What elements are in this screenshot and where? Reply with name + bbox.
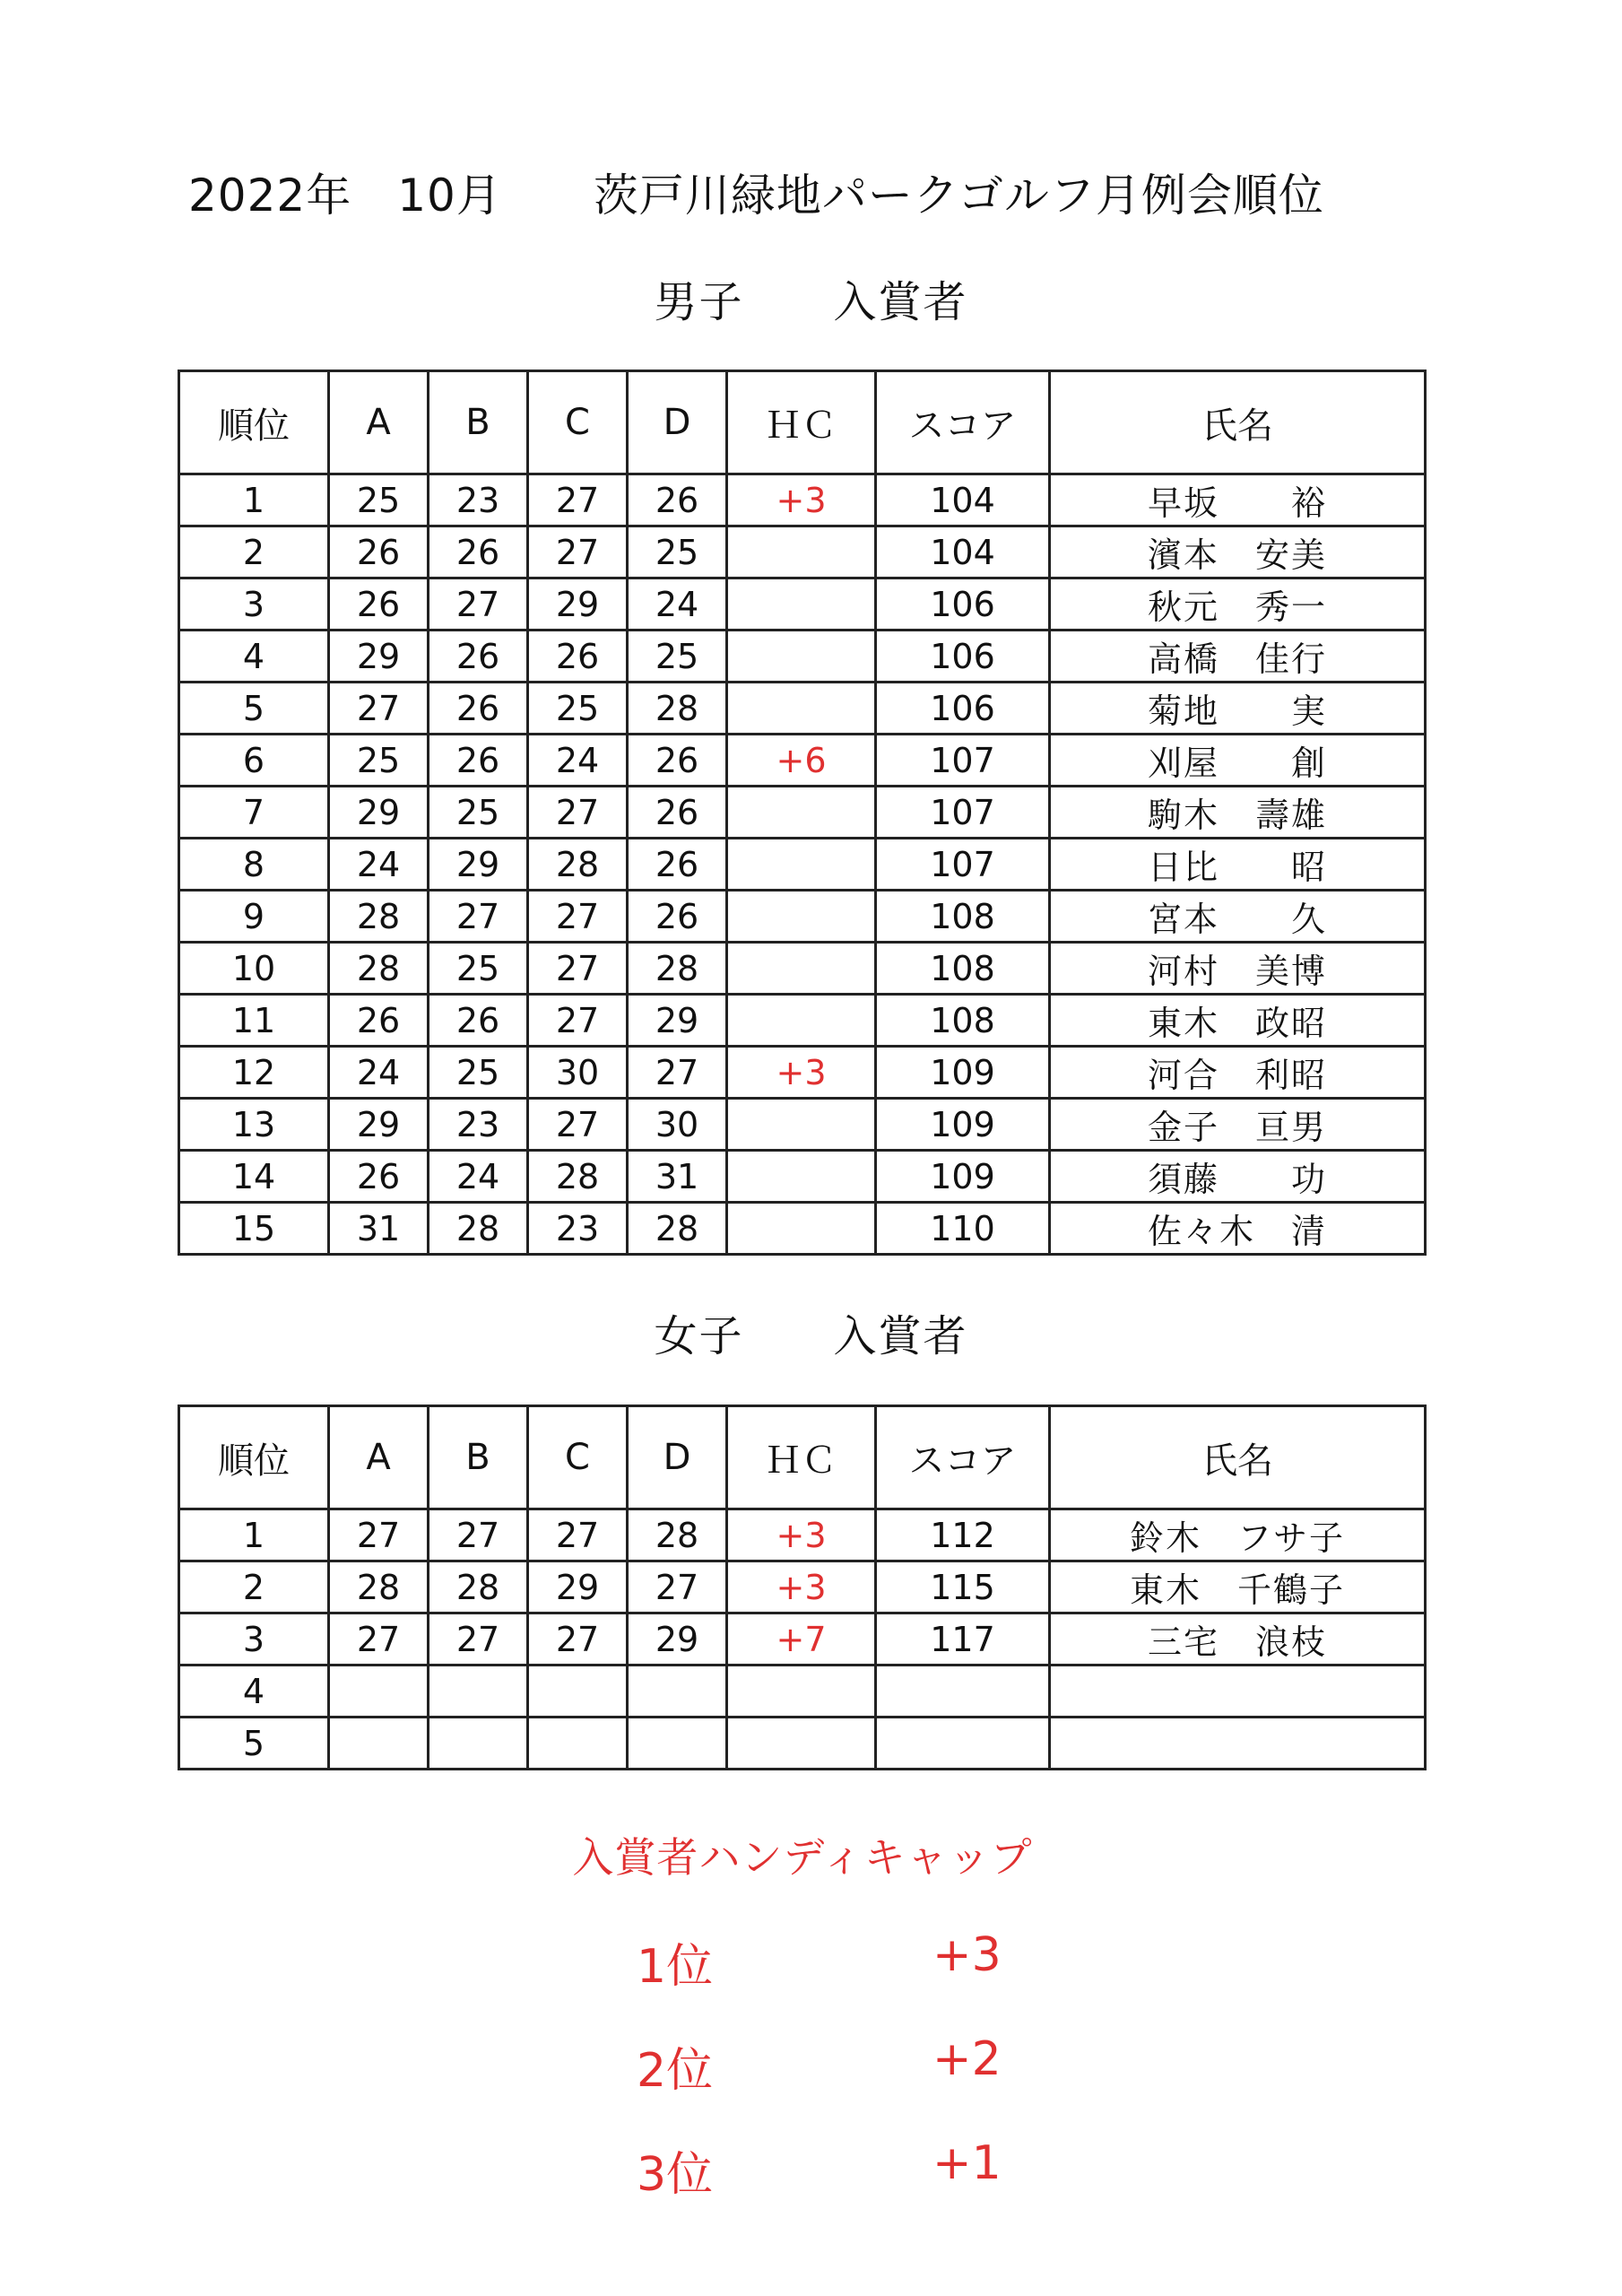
cell-hole-a: 26 (329, 526, 429, 578)
cell-hole-d: 26 (628, 735, 727, 787)
table-row (179, 891, 1426, 943)
column-header-hc: ＨＣ (727, 1406, 876, 1509)
cell-hole-a: 29 (329, 787, 429, 839)
cell-player-name: 早坂 裕 (1050, 474, 1426, 526)
cell-rank: 3 (179, 578, 329, 631)
cell-score (876, 1665, 1050, 1718)
cell-hole-c: 30 (528, 1047, 628, 1099)
cell-rank: 11 (179, 995, 329, 1047)
cell-hole-a: 26 (329, 578, 429, 631)
cell-hole-b (429, 1665, 528, 1718)
cell-handicap: +3 (727, 1509, 876, 1561)
cell-hole-c: 29 (528, 1561, 628, 1613)
cell-score: 108 (876, 943, 1050, 995)
cell-score: 109 (876, 1047, 1050, 1099)
cell-rank: 1 (179, 1509, 329, 1561)
cell-hole-a: 24 (329, 1047, 429, 1099)
handicap-place: 2位 (637, 2044, 714, 2098)
cell-handicap (727, 891, 876, 943)
cell-rank: 15 (179, 1203, 329, 1255)
women-results-table (178, 1405, 1427, 1770)
cell-hole-a: 29 (329, 1099, 429, 1151)
cell-rank: 7 (179, 787, 329, 839)
cell-hole-d: 27 (628, 1561, 727, 1613)
cell-handicap (727, 1203, 876, 1255)
cell-hole-d: 29 (628, 1613, 727, 1665)
cell-rank: 4 (179, 631, 329, 683)
cell-handicap (727, 1718, 876, 1770)
column-header-c: C (528, 371, 628, 474)
cell-hole-b: 26 (429, 683, 528, 735)
column-header-d: D (628, 371, 727, 474)
cell-handicap (727, 683, 876, 735)
women-section-heading: 女子 入賞者 (654, 1311, 968, 1361)
cell-rank: 2 (179, 1561, 329, 1613)
column-header-name: 氏名 (1050, 1406, 1426, 1509)
column-header-d: D (628, 1406, 727, 1509)
cell-hole-a: 28 (329, 891, 429, 943)
cell-rank: 13 (179, 1099, 329, 1151)
cell-handicap (727, 995, 876, 1047)
cell-score: 107 (876, 735, 1050, 787)
cell-rank: 14 (179, 1151, 329, 1203)
handicap-value: +1 (932, 2136, 1002, 2190)
cell-score: 104 (876, 526, 1050, 578)
cell-hole-b: 25 (429, 1047, 528, 1099)
cell-handicap: +7 (727, 1613, 876, 1665)
cell-score (876, 1718, 1050, 1770)
cell-hole-c: 27 (528, 526, 628, 578)
cell-hole-b: 23 (429, 474, 528, 526)
table-row (179, 683, 1426, 735)
column-header-b: B (429, 371, 528, 474)
cell-handicap (727, 526, 876, 578)
cell-score: 110 (876, 1203, 1050, 1255)
column-header-name: 氏名 (1050, 371, 1426, 474)
cell-player-name: 日比 昭 (1050, 839, 1426, 891)
cell-handicap: +3 (727, 1047, 876, 1099)
cell-handicap: +6 (727, 735, 876, 787)
cell-rank: 8 (179, 839, 329, 891)
cell-hole-a: 29 (329, 631, 429, 683)
handicap-place: 1位 (637, 1940, 714, 1994)
cell-hole-b: 26 (429, 995, 528, 1047)
cell-hole-d: 28 (628, 1509, 727, 1561)
cell-handicap (727, 1151, 876, 1203)
table-row (179, 995, 1426, 1047)
cell-rank: 1 (179, 474, 329, 526)
cell-hole-b: 26 (429, 631, 528, 683)
cell-hole-c: 26 (528, 631, 628, 683)
handicap-row (0, 1928, 1622, 1994)
cell-hole-d: 26 (628, 474, 727, 526)
cell-rank: 5 (179, 683, 329, 735)
cell-score: 117 (876, 1613, 1050, 1665)
column-header-a: A (329, 1406, 429, 1509)
cell-handicap (727, 1099, 876, 1151)
cell-hole-d (628, 1718, 727, 1770)
cell-rank: 12 (179, 1047, 329, 1099)
cell-hole-a: 25 (329, 474, 429, 526)
cell-hole-c (528, 1718, 628, 1770)
cell-hole-d: 26 (628, 839, 727, 891)
table-header-row (179, 1406, 1426, 1509)
cell-score: 109 (876, 1151, 1050, 1203)
cell-hole-d: 25 (628, 526, 727, 578)
cell-rank: 4 (179, 1665, 329, 1718)
cell-player-name: 菊地 実 (1050, 683, 1426, 735)
cell-hole-c: 29 (528, 578, 628, 631)
column-header-score: スコア (876, 1406, 1050, 1509)
table-row (179, 1718, 1426, 1770)
cell-hole-d: 27 (628, 1047, 727, 1099)
table-row (179, 631, 1426, 683)
cell-hole-d: 25 (628, 631, 727, 683)
table-row (179, 1203, 1426, 1255)
cell-hole-b: 28 (429, 1561, 528, 1613)
cell-hole-b: 26 (429, 735, 528, 787)
cell-player-name: 刈屋 創 (1050, 735, 1426, 787)
cell-handicap (727, 787, 876, 839)
cell-hole-b: 28 (429, 1203, 528, 1255)
table-row (179, 839, 1426, 891)
handicap-row (0, 2136, 1622, 2202)
women-table-body (179, 1509, 1426, 1770)
cell-hole-a: 26 (329, 1151, 429, 1203)
cell-player-name: 河村 美博 (1050, 943, 1426, 995)
cell-hole-a: 27 (329, 1613, 429, 1665)
cell-hole-c (528, 1665, 628, 1718)
cell-rank: 10 (179, 943, 329, 995)
table-row (179, 943, 1426, 995)
cell-score: 108 (876, 995, 1050, 1047)
handicap-value: +3 (932, 1928, 1002, 1982)
cell-player-name (1050, 1665, 1426, 1718)
cell-score: 104 (876, 474, 1050, 526)
table-row (179, 1151, 1426, 1203)
cell-handicap: +3 (727, 1561, 876, 1613)
cell-player-name: 駒木 壽雄 (1050, 787, 1426, 839)
cell-hole-d: 26 (628, 891, 727, 943)
cell-hole-c: 24 (528, 735, 628, 787)
table-row (179, 1561, 1426, 1613)
cell-hole-b (429, 1718, 528, 1770)
cell-player-name: 東木 千鶴子 (1050, 1561, 1426, 1613)
cell-hole-d: 30 (628, 1099, 727, 1151)
cell-hole-c: 27 (528, 995, 628, 1047)
cell-player-name: 濱本 安美 (1050, 526, 1426, 578)
cell-player-name: 東木 政昭 (1050, 995, 1426, 1047)
cell-player-name: 金子 亘男 (1050, 1099, 1426, 1151)
handicap-value: +2 (932, 2032, 1002, 2086)
cell-hole-b: 27 (429, 891, 528, 943)
cell-hole-b: 24 (429, 1151, 528, 1203)
cell-handicap (727, 578, 876, 631)
handicap-place: 3位 (637, 2148, 714, 2202)
cell-score: 107 (876, 787, 1050, 839)
cell-score: 106 (876, 631, 1050, 683)
cell-player-name: 高橋 佳行 (1050, 631, 1426, 683)
column-header-b: B (429, 1406, 528, 1509)
table-row (179, 1613, 1426, 1665)
men-results-table (178, 370, 1427, 1256)
cell-hole-b: 29 (429, 839, 528, 891)
cell-hole-a: 27 (329, 683, 429, 735)
cell-hole-a: 31 (329, 1203, 429, 1255)
cell-hole-c: 28 (528, 1151, 628, 1203)
table-row (179, 735, 1426, 787)
cell-player-name: 須藤 功 (1050, 1151, 1426, 1203)
cell-score: 107 (876, 839, 1050, 891)
cell-hole-b: 27 (429, 578, 528, 631)
cell-hole-b: 27 (429, 1613, 528, 1665)
cell-rank: 9 (179, 891, 329, 943)
handicap-title: 入賞者ハンディキャップ (572, 1833, 1033, 1882)
cell-handicap (727, 1665, 876, 1718)
cell-hole-d: 24 (628, 578, 727, 631)
table-row (179, 1509, 1426, 1561)
cell-player-name (1050, 1718, 1426, 1770)
cell-hole-c: 27 (528, 474, 628, 526)
cell-hole-b: 25 (429, 943, 528, 995)
cell-hole-c: 23 (528, 1203, 628, 1255)
cell-hole-d: 28 (628, 943, 727, 995)
cell-hole-a: 26 (329, 995, 429, 1047)
men-table-body (179, 474, 1426, 1255)
cell-rank: 2 (179, 526, 329, 578)
cell-player-name: 宮本 久 (1050, 891, 1426, 943)
cell-player-name: 鈴木 フサ子 (1050, 1509, 1426, 1561)
cell-hole-c: 25 (528, 683, 628, 735)
cell-score: 115 (876, 1561, 1050, 1613)
cell-score: 109 (876, 1099, 1050, 1151)
cell-handicap (727, 839, 876, 891)
cell-score: 108 (876, 891, 1050, 943)
cell-hole-a: 27 (329, 1509, 429, 1561)
handicap-row (0, 2032, 1622, 2098)
cell-hole-a: 25 (329, 735, 429, 787)
column-header-rank: 順位 (179, 1406, 329, 1509)
cell-hole-b: 25 (429, 787, 528, 839)
cell-rank: 5 (179, 1718, 329, 1770)
cell-hole-d: 26 (628, 787, 727, 839)
cell-hole-b: 23 (429, 1099, 528, 1151)
cell-hole-a: 28 (329, 943, 429, 995)
cell-rank: 6 (179, 735, 329, 787)
table-row (179, 1047, 1426, 1099)
column-header-hc: ＨＣ (727, 371, 876, 474)
page-title: 2022年 10月 茨戸川緑地パークゴルフ月例会順位 (188, 170, 1324, 222)
cell-hole-c: 27 (528, 943, 628, 995)
cell-player-name: 河合 利昭 (1050, 1047, 1426, 1099)
table-header-row (179, 371, 1426, 474)
cell-hole-c: 28 (528, 839, 628, 891)
cell-hole-c: 27 (528, 1613, 628, 1665)
cell-hole-d: 31 (628, 1151, 727, 1203)
cell-hole-a: 28 (329, 1561, 429, 1613)
cell-hole-a: 24 (329, 839, 429, 891)
table-row (179, 1099, 1426, 1151)
cell-hole-c: 27 (528, 1509, 628, 1561)
cell-handicap (727, 631, 876, 683)
cell-handicap: +3 (727, 474, 876, 526)
cell-hole-b: 26 (429, 526, 528, 578)
cell-hole-c: 27 (528, 1099, 628, 1151)
cell-player-name: 佐々木 清 (1050, 1203, 1426, 1255)
cell-player-name: 秋元 秀一 (1050, 578, 1426, 631)
cell-hole-b: 27 (429, 1509, 528, 1561)
cell-hole-a (329, 1718, 429, 1770)
cell-rank: 3 (179, 1613, 329, 1665)
cell-hole-d: 28 (628, 1203, 727, 1255)
cell-player-name: 三宅 浪枝 (1050, 1613, 1426, 1665)
table-row (179, 1665, 1426, 1718)
column-header-c: C (528, 1406, 628, 1509)
men-section-heading: 男子 入賞者 (654, 277, 968, 327)
cell-score: 106 (876, 578, 1050, 631)
table-row (179, 474, 1426, 526)
table-row (179, 526, 1426, 578)
cell-handicap (727, 943, 876, 995)
cell-hole-c: 27 (528, 787, 628, 839)
cell-score: 112 (876, 1509, 1050, 1561)
column-header-a: A (329, 371, 429, 474)
cell-hole-d: 29 (628, 995, 727, 1047)
table-row (179, 578, 1426, 631)
column-header-rank: 順位 (179, 371, 329, 474)
cell-hole-a (329, 1665, 429, 1718)
cell-hole-d: 28 (628, 683, 727, 735)
column-header-score: スコア (876, 371, 1050, 474)
cell-score: 106 (876, 683, 1050, 735)
cell-hole-c: 27 (528, 891, 628, 943)
cell-hole-d (628, 1665, 727, 1718)
table-row (179, 787, 1426, 839)
